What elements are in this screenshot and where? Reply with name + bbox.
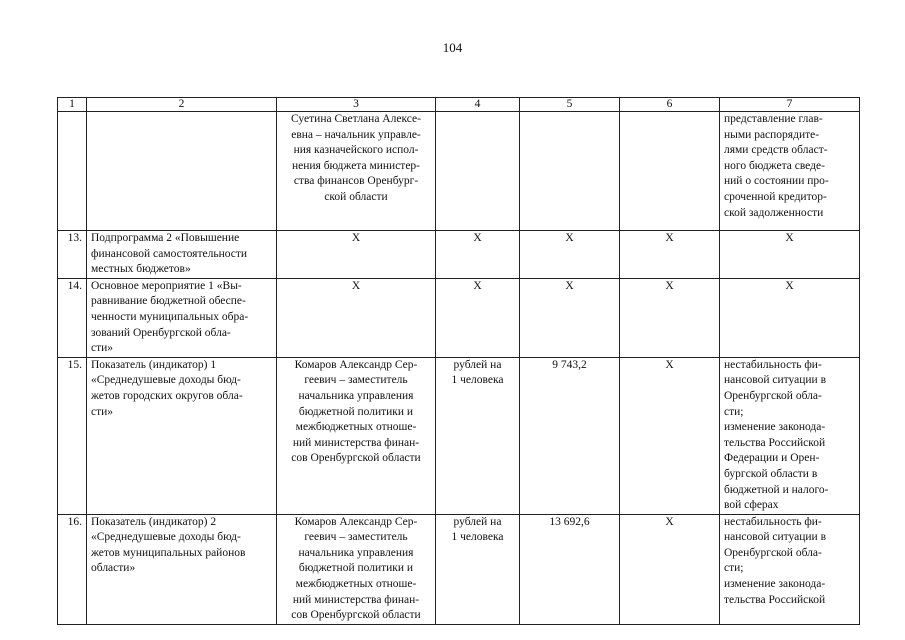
header-col-6: 6: [620, 98, 720, 112]
row-number: 16.: [58, 514, 87, 624]
row-responsible: Х: [277, 231, 436, 279]
row-note: представление глав- ными распорядите- лями средств област- ного бюджета сведе- ний о состоянии про- сроченной кредитор- ской задолженности: [720, 112, 860, 231]
row-name: Показатель (индикатор) 2 «Среднедушевые доходы бюд- жетов муниципальных районов области»: [87, 514, 277, 624]
row-name: Показатель (индикатор) 1 «Среднедушевые доходы бюд- жетов городских округов обла- сти»: [87, 357, 277, 514]
row-col6: [620, 112, 720, 231]
table-row: [58, 278, 860, 357]
row-unit: [436, 112, 520, 231]
row-note: Х: [720, 278, 860, 357]
row-name: Подпрограмма 2 «Повышение финансовой самостоятельности местных бюджетов»: [87, 231, 277, 279]
row-value: Х: [520, 278, 620, 357]
row-col6: Х: [620, 231, 720, 279]
row-unit: рублей на 1 человека: [436, 514, 520, 624]
table-row: [58, 112, 860, 231]
page-number: 104: [442, 40, 463, 55]
row-unit: Х: [436, 278, 520, 357]
row-responsible: Суетина Светлана Алексе- евна – начальник управле- ния казначейского испол- нения бюджета министер- ства финансов Оренбург- ской области: [277, 112, 436, 231]
row-value: Х: [520, 231, 620, 279]
table-row: [58, 514, 860, 624]
table-header-row: [58, 98, 860, 112]
header-col-4: 4: [436, 98, 520, 112]
header-col-3: 3: [277, 98, 436, 112]
row-note: нестабильность фи- нансовой ситуации в Оренбургской обла- сти; изменение законода- тельства Российской: [720, 514, 860, 624]
row-value: [520, 112, 620, 231]
row-unit: рублей на 1 человека: [436, 357, 520, 514]
row-col6: Х: [620, 357, 720, 514]
row-col6: Х: [620, 514, 720, 624]
row-responsible: Комаров Александр Сер- геевич – заместитель начальника управления бюджетной политики и межбюджетных отноше- ний министерства финан- сов Оренбургской области: [277, 357, 436, 514]
header-col-2: 2: [87, 98, 277, 112]
row-number: 14.: [58, 278, 87, 357]
header-col-7: 7: [720, 98, 860, 112]
header-col-5: 5: [520, 98, 620, 112]
row-name: Основное мероприятие 1 «Вы- равнивание бюджетной обеспе- ченности муниципальных обра- зований Оренбургской обла- сти»: [87, 278, 277, 357]
table-row: [58, 357, 860, 514]
row-number: 13.: [58, 231, 87, 279]
row-responsible: Х: [277, 278, 436, 357]
row-value: 9 743,2: [520, 357, 620, 514]
row-col6: Х: [620, 278, 720, 357]
row-responsible: Комаров Александр Сер- геевич – заместитель начальника управления бюджетной политики и межбюджетных отноше- ний министерства финан- сов Оренбургской области: [277, 514, 436, 624]
row-note: нестабильность фи- нансовой ситуации в Оренбургской обла- сти; изменение законода- тельства Российской Федерации и Орен- бургской области в бюджетной и налого- вой сферах: [720, 357, 860, 514]
row-unit: Х: [436, 231, 520, 279]
row-note: Х: [720, 231, 860, 279]
indicator-table: [57, 97, 860, 625]
header-col-1: 1: [58, 98, 87, 112]
row-number: 15.: [58, 357, 87, 514]
row-number: [58, 112, 87, 231]
row-name: [87, 112, 277, 231]
table-row: [58, 231, 860, 279]
row-value: 13 692,6: [520, 514, 620, 624]
